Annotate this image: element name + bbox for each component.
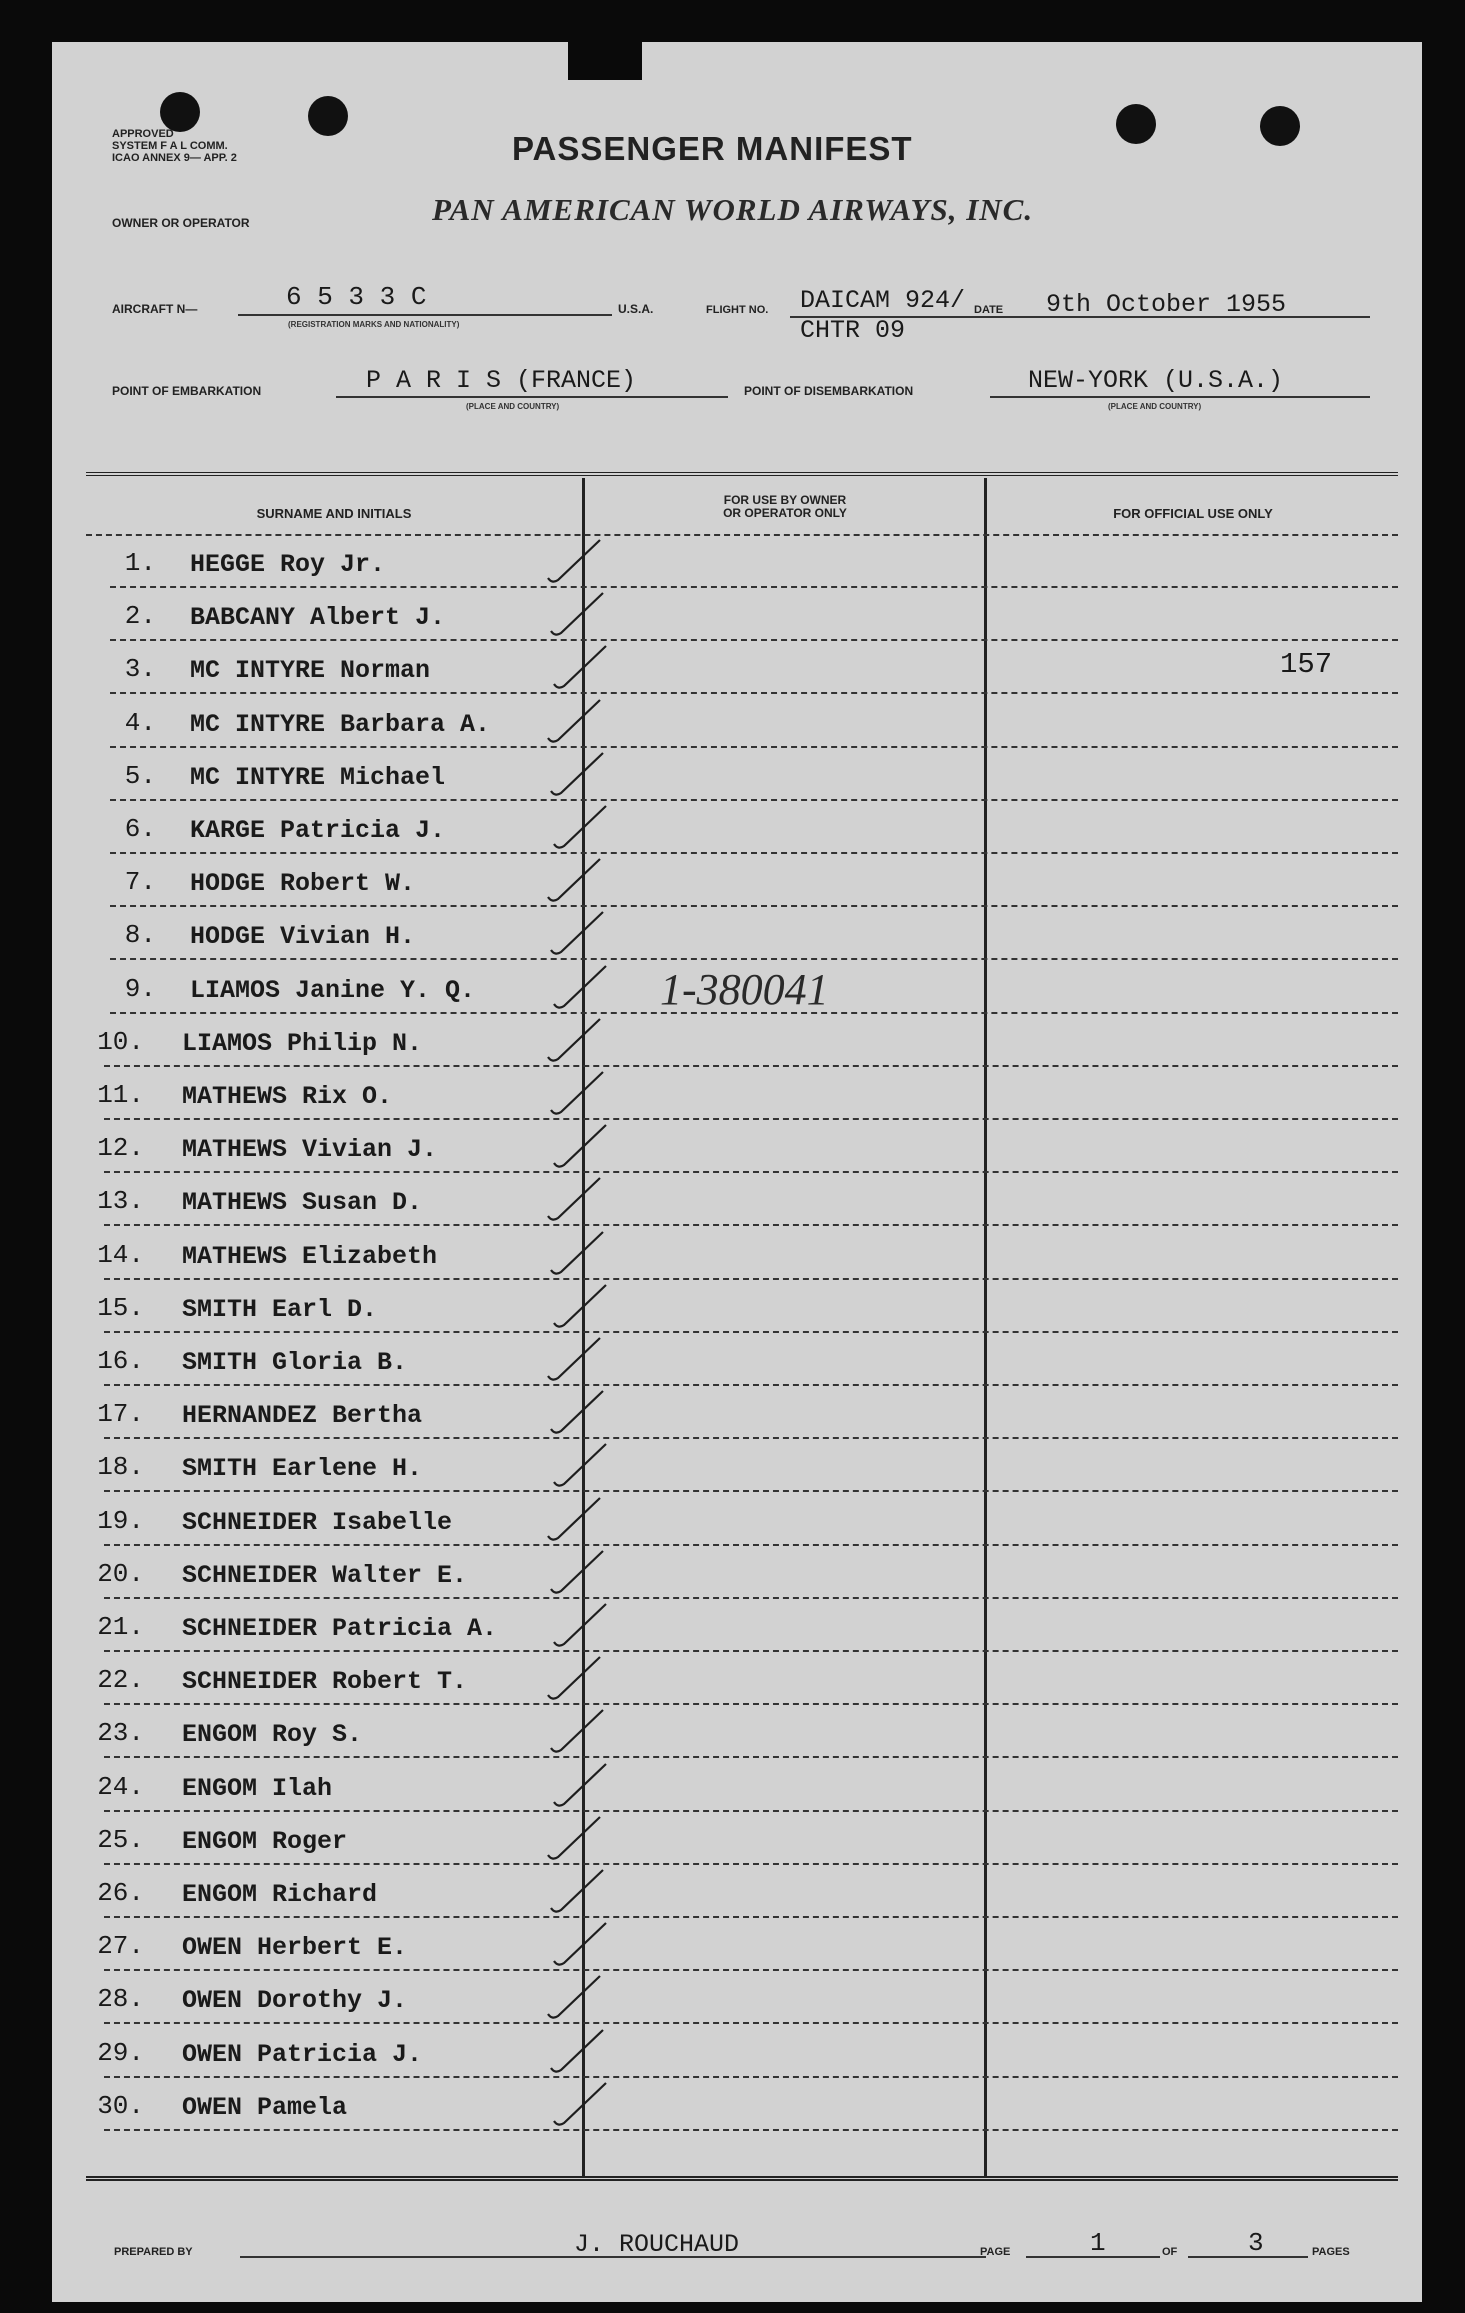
- approval-stamp: [112, 128, 237, 164]
- approval-line: SYSTEM F A L COMM.: [112, 140, 228, 152]
- of-label: OF: [1162, 2246, 1178, 2258]
- passenger-name: SMITH Earl D.: [182, 1294, 378, 1324]
- check-mark-stroke: [548, 540, 600, 582]
- passenger-name: BABCANY Albert J.: [190, 603, 446, 633]
- passenger-name: OWEN Pamela: [182, 2092, 348, 2122]
- official-use-header: FOR OFFICIAL USE ONLY: [1113, 506, 1273, 521]
- check-mark: [540, 1332, 620, 1392]
- owner-use-header: [586, 494, 984, 520]
- row-separator: [110, 639, 1398, 641]
- passenger-name: HODGE Robert W.: [190, 869, 416, 899]
- check-mark: [540, 1172, 620, 1232]
- passenger-name: OWEN Dorothy J.: [182, 1986, 408, 2016]
- passenger-name: OWEN Patricia J.: [182, 2039, 423, 2069]
- check-mark-stroke: [548, 1976, 600, 2018]
- aircraft-underline: [238, 314, 612, 316]
- check-mark-stroke: [548, 1657, 600, 1699]
- nationality-label: U.S.A.: [618, 302, 654, 316]
- date-label: DATE: [974, 304, 1004, 316]
- passenger-number: 5.: [124, 760, 156, 791]
- check-mark-stroke: [548, 1817, 600, 1859]
- row-separator: [104, 1544, 1398, 1546]
- check-mark: [543, 587, 623, 647]
- passenger-number: 6.: [124, 814, 156, 844]
- check-mark-stroke: [554, 1923, 606, 1965]
- check-mark: [546, 1438, 626, 1498]
- embark-value: P A R I S (FRANCE): [366, 366, 637, 395]
- registration-caption: (REGISTRATION MARKS AND NATIONALITY): [288, 320, 460, 329]
- check-mark-stroke: [548, 1338, 600, 1380]
- check-mark: [543, 1066, 623, 1126]
- passenger-number: 19.: [97, 1505, 144, 1536]
- check-mark-stroke: [554, 1285, 606, 1327]
- row-separator: [104, 1810, 1398, 1812]
- passenger-name: MATHEWS Elizabeth: [182, 1241, 438, 1271]
- row-separator: [104, 2022, 1398, 2024]
- check-mark-stroke: [554, 1125, 606, 1167]
- passenger-number: 28.: [97, 1984, 144, 2015]
- check-mark: [543, 1545, 623, 1605]
- row-separator: [104, 1863, 1398, 1865]
- row-separator: [104, 1171, 1398, 1173]
- row-separator: [104, 1384, 1398, 1386]
- check-mark: [543, 2024, 623, 2084]
- check-mark: [543, 1864, 623, 1924]
- header-separator: [86, 534, 1398, 536]
- approval-line: APPROVED: [112, 128, 174, 140]
- flight-value: DAICAM 924/: [800, 286, 966, 315]
- passenger-number: 8.: [124, 920, 156, 951]
- check-mark-stroke: [551, 912, 603, 954]
- passenger-number: 10.: [97, 1026, 144, 1057]
- check-mark-stroke: [551, 1870, 603, 1912]
- check-mark: [543, 906, 623, 966]
- company-name: PAN AMERICAN WORLD AIRWAYS, INC.: [432, 192, 1034, 227]
- row-separator: [110, 958, 1398, 960]
- check-mark: [546, 960, 626, 1020]
- passenger-number: 9.: [124, 973, 156, 1004]
- row-separator: [110, 746, 1398, 748]
- passenger-number: 3.: [124, 654, 156, 685]
- check-mark-stroke: [551, 2030, 603, 2072]
- check-mark-stroke: [548, 1019, 600, 1061]
- row-separator: [110, 905, 1398, 907]
- row-separator: [104, 1756, 1398, 1758]
- check-mark-stroke: [551, 1391, 603, 1433]
- passenger-number: 7.: [124, 867, 156, 898]
- passenger-name: SCHNEIDER Walter E.: [182, 1560, 468, 1590]
- punch-hole: [1116, 104, 1156, 144]
- passenger-name: HEGGE Roy Jr.: [190, 550, 386, 579]
- passenger-name: SCHNEIDER Patricia A.: [182, 1614, 498, 1643]
- check-mark: [540, 1811, 620, 1871]
- row-separator: [110, 799, 1398, 801]
- passenger-name: HODGE Vivian H.: [190, 922, 416, 952]
- passenger-name: MC INTYRE Norman: [190, 656, 431, 686]
- row-separator: [104, 1278, 1398, 1280]
- passenger-number: 11.: [97, 1080, 144, 1110]
- passenger-number: 18.: [97, 1452, 144, 1483]
- passenger-number: 30.: [97, 2090, 144, 2121]
- passenger-number: 16.: [97, 1346, 144, 1376]
- passenger-name: KARGE Patricia J.: [190, 816, 446, 845]
- check-mark-stroke: [554, 966, 606, 1008]
- passenger-number: 24.: [97, 1771, 144, 1802]
- row-separator: [110, 586, 1398, 588]
- check-mark: [540, 1013, 620, 1073]
- table-top-border: [86, 472, 1398, 476]
- check-mark: [540, 1492, 620, 1552]
- passenger-number: 23.: [97, 1718, 144, 1749]
- prepared-label: PREPARED BY: [114, 2246, 193, 2258]
- row-separator: [110, 692, 1398, 694]
- passenger-number: 12.: [97, 1133, 144, 1164]
- check-mark-stroke: [551, 753, 603, 795]
- passenger-name: LIAMOS Janine Y. Q.: [190, 975, 476, 1005]
- surname-header: SURNAME AND INITIALS: [256, 506, 412, 521]
- punch-hole: [1260, 106, 1300, 146]
- passenger-name: SCHNEIDER Isabelle: [182, 1507, 453, 1537]
- of-value: 3: [1248, 2228, 1264, 2258]
- check-mark: [543, 1704, 623, 1764]
- check-mark: [546, 1279, 626, 1339]
- check-mark: [540, 694, 620, 754]
- passenger-number: 2.: [124, 601, 156, 632]
- embark-caption: (PLACE AND COUNTRY): [466, 402, 560, 411]
- passenger-name: ENGOM Richard: [182, 1880, 378, 1909]
- check-mark-stroke: [554, 2083, 606, 2125]
- pages-label: PAGES: [1312, 2246, 1350, 2258]
- check-mark: [546, 2077, 626, 2137]
- passenger-name: SMITH Earlene H.: [182, 1454, 423, 1484]
- official-note: 157: [1280, 648, 1333, 681]
- check-mark-stroke: [554, 646, 606, 688]
- aircraft-value: 6 5 3 3 C: [286, 282, 427, 312]
- passenger-name: ENGOM Ilah: [182, 1773, 333, 1803]
- passenger-name: SCHNEIDER Robert T.: [182, 1667, 468, 1697]
- passenger-number: 29.: [97, 2037, 144, 2068]
- passenger-name: SMITH Gloria B.: [182, 1348, 408, 1377]
- page-title: PASSENGER MANIFEST: [512, 130, 913, 167]
- column-divider: [984, 478, 987, 2178]
- check-mark: [543, 747, 623, 807]
- check-mark-stroke: [554, 1764, 606, 1806]
- row-separator: [104, 1437, 1398, 1439]
- passenger-name: MATHEWS Vivian J.: [182, 1135, 438, 1165]
- passenger-number: 22.: [97, 1665, 144, 1696]
- check-mark-stroke: [548, 1498, 600, 1540]
- row-separator: [104, 1331, 1398, 1333]
- row-separator: [104, 1650, 1398, 1652]
- passenger-number: 21.: [97, 1612, 144, 1642]
- check-mark-stroke: [551, 1072, 603, 1114]
- check-mark-stroke: [551, 1710, 603, 1752]
- check-mark-stroke: [554, 1604, 606, 1646]
- row-separator: [104, 2076, 1398, 2078]
- passenger-number: 4.: [124, 707, 156, 738]
- row-separator: [104, 1969, 1398, 1971]
- disembark-value: NEW-YORK (U.S.A.): [1028, 366, 1284, 395]
- flight-value-2: CHTR 09: [800, 316, 906, 345]
- row-separator: [104, 1597, 1398, 1599]
- check-mark: [546, 800, 626, 860]
- check-mark-stroke: [548, 1178, 600, 1220]
- check-mark: [546, 640, 626, 700]
- passenger-number: 20.: [97, 1558, 144, 1589]
- check-mark: [540, 1970, 620, 2030]
- handwritten-note-text: 1-380041: [660, 965, 829, 1014]
- passenger-name: OWEN Herbert E.: [182, 1933, 408, 1963]
- passenger-number: 26.: [97, 1878, 144, 1908]
- row-separator: [104, 1490, 1398, 1492]
- flight-underline: [790, 316, 1370, 318]
- embark-underline: [336, 396, 728, 398]
- approval-line: ICAO ANNEX 9— APP. 2: [112, 152, 237, 164]
- check-mark-stroke: [551, 1232, 603, 1274]
- check-mark: [543, 1226, 623, 1286]
- passenger-number: 17.: [97, 1399, 144, 1430]
- owner-use-header-line: OR OPERATOR ONLY: [723, 506, 847, 520]
- handwritten-note: [660, 962, 850, 1022]
- check-mark: [540, 853, 620, 913]
- row-separator: [104, 1916, 1398, 1918]
- page-value: 1: [1090, 2228, 1106, 2258]
- passenger-name: MATHEWS Rix O.: [182, 1082, 393, 1111]
- check-mark: [543, 1385, 623, 1445]
- passenger-number: 13.: [97, 1186, 144, 1217]
- aircraft-label: AIRCRAFT N—: [112, 302, 198, 316]
- check-mark: [546, 1598, 626, 1658]
- row-separator: [110, 852, 1398, 854]
- flight-label: FLIGHT NO.: [706, 304, 769, 316]
- date-value: 9th October 1955: [1046, 290, 1287, 319]
- owner-use-header-line: FOR USE BY OWNER: [723, 493, 847, 507]
- check-mark: [546, 1119, 626, 1179]
- punch-hole: [160, 92, 200, 132]
- passenger-number: 25.: [97, 1824, 144, 1855]
- disembark-label: POINT OF DISEMBARKATION: [744, 384, 914, 398]
- row-separator: [104, 2129, 1398, 2131]
- passenger-name: LIAMOS Philip N.: [182, 1028, 423, 1058]
- row-separator: [104, 1224, 1398, 1226]
- check-mark-stroke: [551, 1551, 603, 1593]
- check-mark: [546, 1917, 626, 1977]
- passenger-name: ENGOM Roger: [182, 1826, 348, 1856]
- passenger-number: 27.: [97, 1931, 144, 1962]
- check-mark-stroke: [554, 1444, 606, 1486]
- row-separator: [104, 1118, 1398, 1120]
- check-mark-stroke: [551, 593, 603, 635]
- embark-label: POINT OF EMBARKATION: [112, 384, 262, 398]
- check-mark: [546, 1758, 626, 1818]
- passenger-name: ENGOM Roy S.: [182, 1720, 363, 1750]
- check-mark-stroke: [554, 806, 606, 848]
- punch-hole: [308, 96, 348, 136]
- passenger-number: 14.: [97, 1239, 144, 1270]
- check-mark-stroke: [548, 859, 600, 901]
- row-separator: [104, 1065, 1398, 1067]
- disembark-underline: [990, 396, 1370, 398]
- passenger-number: 1.: [124, 548, 156, 578]
- check-mark: [540, 534, 620, 594]
- disembark-caption: (PLACE AND COUNTRY): [1108, 402, 1202, 411]
- check-mark-stroke: [548, 700, 600, 742]
- owner-label: OWNER OR OPERATOR: [112, 216, 250, 230]
- binder-tab: [568, 40, 642, 80]
- passenger-name: MATHEWS Susan D.: [182, 1188, 423, 1218]
- passenger-name: MC INTYRE Michael: [190, 762, 446, 792]
- passenger-name: MC INTYRE Barbara A.: [190, 709, 491, 739]
- passenger-name: HERNANDEZ Bertha: [182, 1401, 423, 1431]
- page-label: PAGE: [980, 2246, 1011, 2258]
- table-bottom-border: [86, 2176, 1398, 2181]
- passenger-number: 15.: [97, 1292, 144, 1323]
- check-mark: [540, 1651, 620, 1711]
- prepared-value: J. ROUCHAUD: [574, 2230, 740, 2259]
- row-separator: [104, 1703, 1398, 1705]
